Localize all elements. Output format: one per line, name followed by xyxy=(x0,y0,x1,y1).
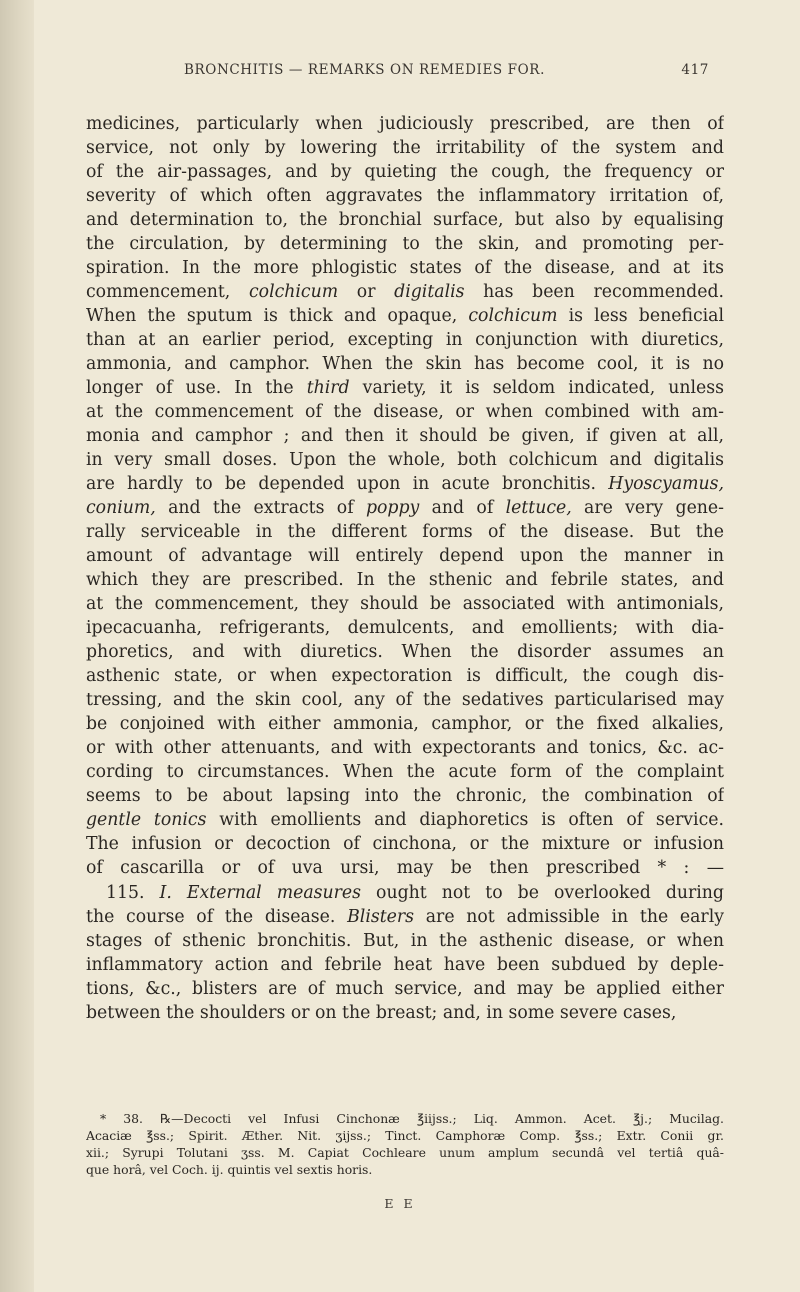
text-line: amount of advantage will entirely depend upon the manner in xyxy=(86,546,724,567)
text-line: monia and camphor ; and then it should be given, if given at all, xyxy=(86,426,724,447)
footnote-line: que horâ, vel Coch. ij. quintis vel sextis horis. xyxy=(86,1162,373,1177)
text-line: longer of use. In the third variety, it is seldom indicated, unless xyxy=(86,378,724,399)
text-line: of cascarilla or of uva ursi, may be then prescribed * : — xyxy=(86,858,724,879)
text-line: between the shoulders or on the breast; and, in some severe cases, xyxy=(86,1002,677,1023)
text-line: are hardly to be depended upon in acute bronchitis. Hyoscyamus, xyxy=(86,474,724,495)
running-header xyxy=(184,62,709,78)
text-line: tions, &c., blisters are of much service, and may be applied either xyxy=(86,978,724,999)
text-line: which they are prescribed. In the sthenic and febrile states, and xyxy=(86,570,724,591)
text-line: spiration. In the more phlogistic states of the disease, and at its xyxy=(86,258,724,279)
footnote-line: * 38. ℞—Decocti vel Infusi Cinchonæ ℥iijss.; Liq. Ammon. Acet. ℥j.; Mucilag. xyxy=(100,1111,724,1126)
text-line: When the sputum is thick and opaque, colchicum is less beneficial xyxy=(86,306,724,327)
footnote-block xyxy=(86,1110,724,1178)
text-line: 115. I. External measures ought not to be overlooked during xyxy=(106,882,724,903)
footnote-line: Acaciæ ℥ss.; Spirit. Æther. Nit. ʒijss.; Tinct. Camphoræ Comp. ℥ss.; Extr. Conii gr. xyxy=(86,1128,724,1143)
text-line: asthenic state, or when expectoration is difficult, the cough dis- xyxy=(86,666,724,687)
text-line: ammonia, and camphor. When the skin has become cool, it is no xyxy=(86,354,724,375)
text-line: stages of sthenic bronchitis. But, in the asthenic disease, or when xyxy=(86,930,724,951)
text-line: commencement, colchicum or digitalis has been recommended. xyxy=(86,282,724,303)
text-line: at the commencement, they should be associated with antimonials, xyxy=(86,594,724,615)
text-line: than at an earlier period, excepting in conjunction with diuretics, xyxy=(86,330,724,351)
text-line: rally serviceable in the different forms of the disease. But the xyxy=(86,522,724,543)
text-line: service, not only by lowering the irritability of the system and xyxy=(86,138,724,159)
text-line: tressing, and the skin cool, any of the sedatives particularised may xyxy=(86,690,724,711)
text-line: gentle tonics with emollients and diaphoretics is often of service. xyxy=(86,810,724,831)
running-title: BRONCHITIS — REMARKS ON REMEDIES FOR. xyxy=(184,62,545,78)
text-line: phoretics, and with diuretics. When the disorder assumes an xyxy=(86,642,724,663)
text-line: inflammatory action and febrile heat have been subdued by deple- xyxy=(86,954,724,975)
text-line: The infusion or decoction of cinchona, or the mixture or infusion xyxy=(86,834,724,855)
text-line: conium, and the extracts of poppy and of lettuce, are very gene- xyxy=(86,498,724,519)
text-line: the course of the disease. Blisters are not admissible in the early xyxy=(86,906,724,927)
text-line: the circulation, by determining to the skin, and promoting per- xyxy=(86,234,724,255)
text-line: and determination to, the bronchial surface, but also by equalising xyxy=(86,210,724,231)
text-line: at the commencement of the disease, or when combined with am- xyxy=(86,402,724,423)
text-line: medicines, particularly when judiciously prescribed, are then of xyxy=(86,114,724,134)
page-number: 417 xyxy=(681,62,709,78)
book-binding-edge xyxy=(0,0,34,1292)
text-line: or with other attenuants, and with expectorants and tonics, &c. ac- xyxy=(86,738,724,759)
text-line: severity of which often aggravates the inflammatory irritation of, xyxy=(86,186,724,207)
text-line: seems to be about lapsing into the chronic, the combination of xyxy=(86,786,724,807)
footnote-line: xii.; Syrupi Tolutani ʒss. M. Capiat Cochleare unum amplum secundâ vel tertiâ quâ- xyxy=(86,1145,724,1160)
main-text-block xyxy=(86,112,724,1025)
text-line: ipecacuanha, refrigerants, demulcents, and emollients; with dia- xyxy=(86,618,724,639)
signature-mark: E E xyxy=(384,1196,416,1211)
text-line: of the air-passages, and by quieting the cough, the frequency or xyxy=(86,162,724,183)
text-line: be conjoined with either ammonia, camphor, or the fixed alkalies, xyxy=(86,714,724,735)
text-line: in very small doses. Upon the whole, both colchicum and digitalis xyxy=(86,450,724,471)
text-line: cording to circumstances. When the acute form of the complaint xyxy=(86,762,724,783)
